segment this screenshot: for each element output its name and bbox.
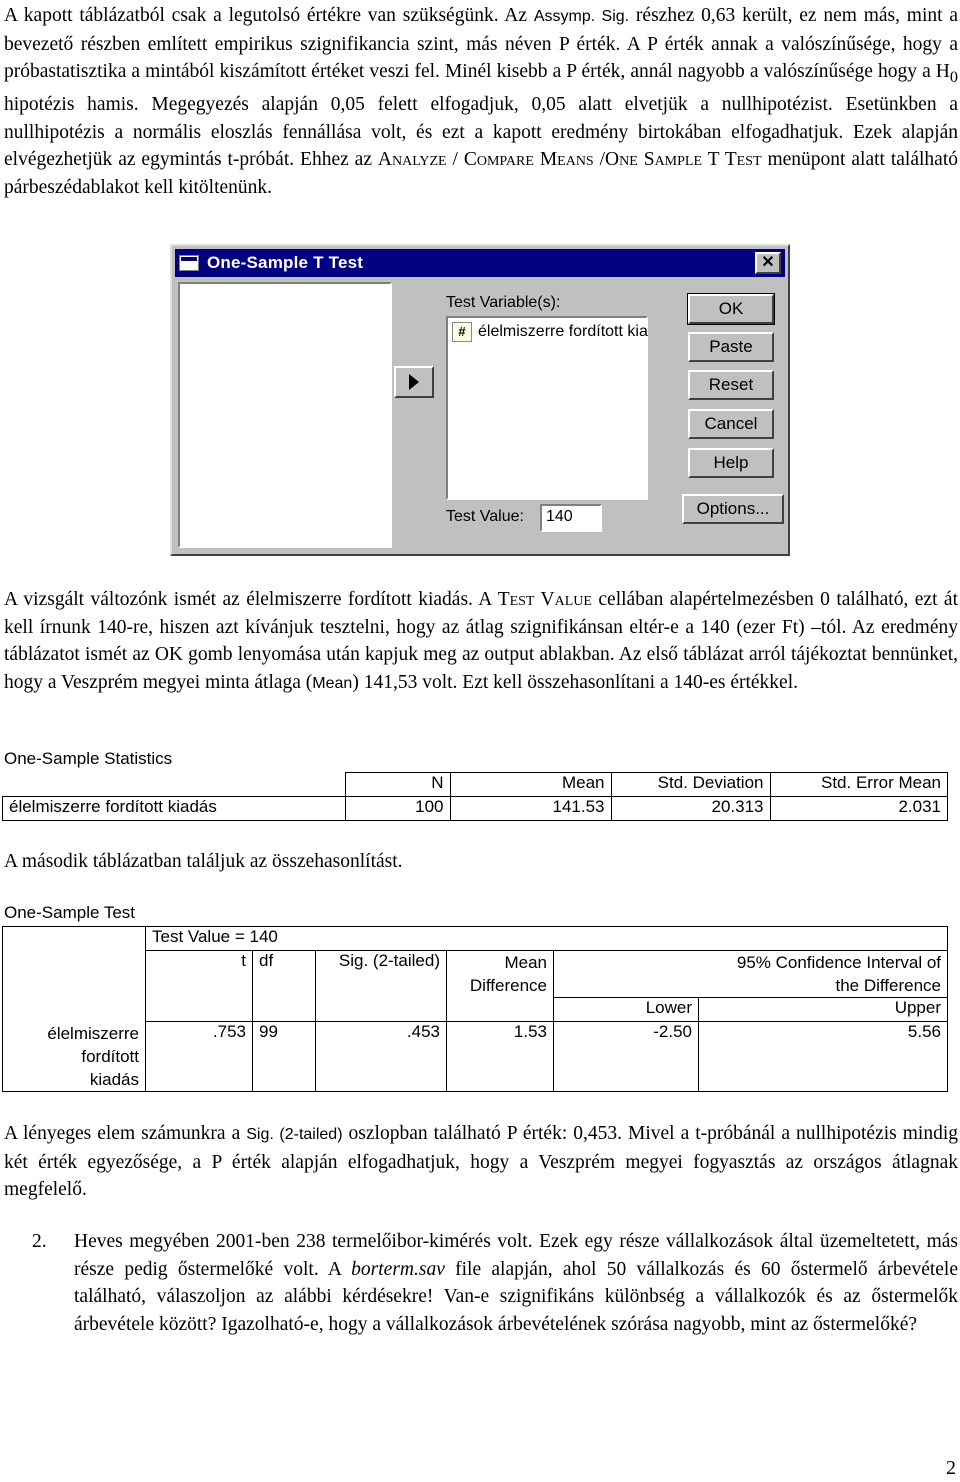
header-text: the Difference	[835, 976, 941, 995]
row-label-text: kiadás	[89, 1069, 139, 1089]
list-item[interactable]	[452, 322, 648, 342]
header-sig: Sig. (2-tailed)	[316, 951, 447, 1022]
cell-sig: .453	[316, 1022, 447, 1092]
mean-term: Mean	[312, 674, 353, 692]
cell-ci-lower: -2.50	[554, 1022, 699, 1092]
page-number: 2	[946, 1457, 956, 1479]
close-icon: ✕	[761, 254, 775, 271]
text-segment: file alapján, ahol 50 vállalkozás és 60 őstermelő árbevétele található, válaszoljon az alábbi kérdésekre! Van-e szignifikáns különbség a vállalkozók és az őstermelők árbevétele között? Igazolható-e, hogy a vállalkozások árbevételének szórása nagyobb, mint az őstermelőké?	[74, 1258, 958, 1335]
item-number: 2.	[32, 1231, 47, 1252]
test-value-header: Test Value = 140	[146, 927, 948, 951]
header-n: N	[345, 773, 450, 797]
test-value-term: Test Value	[497, 589, 592, 610]
text-segment: A vizsgált változónk ismét az élelmiszerre fordított kiadás. A	[4, 589, 498, 610]
help-button[interactable]: Help	[688, 448, 774, 478]
header-upper: Upper	[699, 998, 948, 1022]
header-t: t	[146, 951, 253, 1022]
one-sample-test-table	[2, 926, 948, 1092]
explanation-paragraph	[4, 586, 958, 697]
test-value-input[interactable]	[540, 504, 602, 532]
cell-t: .753	[146, 1022, 253, 1092]
ci-header	[554, 951, 948, 998]
comparison-intro: A második táblázatban találjuk az összehasonlítást.	[4, 851, 403, 872]
text-segment: oszlopban található P érték: 0,453. Mivel a t-próbánál a nullhipotézis mindig két érték egyezősége, a P érték alapján elfogadhatjuk, hogy a Veszprém megyei fogyasztás az országos átlagnak megfelelő.	[4, 1123, 958, 1200]
dialog-title: One-Sample T Test	[207, 253, 364, 272]
cell-std-error-mean: 2.031	[770, 797, 948, 821]
file-name: borterm.sav	[351, 1258, 445, 1280]
empty-corner-cell	[3, 927, 146, 951]
test-variables-list[interactable]	[446, 316, 648, 500]
text-segment: menüpont alatt található párbeszédablakot kell kitöltenünk.	[4, 149, 958, 198]
menu-path: Analyze / Compare Means /One Sample T Test	[377, 149, 762, 171]
test-value-text: 140	[546, 508, 573, 525]
row-label-text: élelmiszerre	[47, 1023, 139, 1043]
header-std-error-mean: Std. Error Mean	[770, 773, 948, 797]
text-segment: cellában alapértelmezésben 0 található, ezt át kell írnunk 140-re, hiszen azt kívánjuk tesztelni, hogy az átlag szignifikánsan eltér-e a 140 (ezer Ft) –tól. Az eredmény táblázatot ismét az OK gomb lenyomása után kapjuk meg az output ablakban. Az első táblázat arról tájékoztat bennünket, hogy a Veszprém megyei minta átlaga (	[4, 589, 958, 693]
table-header-row	[3, 927, 948, 951]
ok-button[interactable]: OK	[688, 294, 774, 324]
text-segment: ) 141,53 volt. Ezt kell összehasonlítani a 140-es értékkel.	[352, 671, 799, 693]
empty-cell	[3, 951, 146, 1022]
statistics-table-caption: One-Sample Statistics	[4, 749, 173, 768]
dialog-titlebar[interactable]	[175, 249, 785, 277]
header-text: 95% Confidence Interval of	[736, 953, 941, 972]
item-text	[74, 1228, 958, 1338]
right-arrow-icon	[409, 374, 419, 390]
table-header-row	[3, 951, 948, 998]
options-button[interactable]: Options...	[682, 494, 784, 524]
variable-label: élelmiszerre fordított kia	[478, 323, 648, 340]
text-segment: A kapott táblázatból csak a legutolsó értékre van szükségünk. Az	[4, 5, 534, 26]
subscript-zero: 0	[949, 67, 958, 86]
move-variable-button[interactable]	[394, 366, 434, 398]
cell-n: 100	[345, 797, 450, 821]
test-variables-label: Test Variable(s):	[446, 294, 561, 311]
text-segment: A lényeges elem számunkra a	[4, 1123, 247, 1144]
assymp-sig-term: Assymp. Sig.	[533, 8, 630, 25]
test-value-label: Test Value:	[446, 508, 524, 525]
text-segment: részhez 0,63 került, ez nem más, mint a bevezető részben említett empirikus szignifikancia szint, más néven P érték. A P érték annak a valószínűsége, hogy a próbastatisztika a mintából kiszámított értéket veszi fel. Minél kisebb a P érték, annál nagyobb a valószínűsége hogy a H	[4, 5, 959, 82]
table-row	[3, 1022, 948, 1092]
text-segment: Heves megyében 2001-ben 238 termelőibor-kimérés volt. Ezek egy része vállalkozások által üzemeltetett, más része pedig őstermelőké volt. A	[74, 1231, 958, 1280]
cell-std-deviation: 20.313	[611, 797, 770, 821]
one-sample-statistics-table	[2, 772, 948, 821]
numeric-variable-icon: #	[452, 322, 472, 342]
header-df: df	[253, 951, 316, 1022]
empty-corner-cell	[3, 773, 346, 797]
cell-mean-difference: 1.53	[447, 1022, 554, 1092]
cell-mean: 141.53	[450, 797, 611, 821]
intro-paragraph	[4, 2, 958, 201]
table-row	[3, 797, 948, 821]
text-segment: hipotézis hamis. Megegyezés alapján 0,05 felett elfogadjuk, 0,05 alatt elvetjük a nullhipotézist. Esetünkben a nullhipotézis a normális eloszlás fennállása volt, és ezt a kapott eredmény birtokában elfogadhatjuk. Ezek alapján elvégezhetjük az egymintás t-próbát. Ehhez az	[4, 94, 958, 171]
header-mean-difference	[447, 951, 554, 1022]
window-icon	[179, 255, 199, 271]
row-label-text: fordított	[81, 1046, 139, 1066]
header-text: Mean	[504, 953, 547, 972]
one-sample-t-test-dialog	[170, 244, 790, 556]
cell-df: 99	[253, 1022, 316, 1092]
header-text: Difference	[469, 976, 547, 995]
header-lower: Lower	[554, 998, 699, 1022]
reset-button[interactable]: Reset	[688, 370, 774, 400]
test-table-caption: One-Sample Test	[4, 903, 136, 922]
header-mean: Mean	[450, 773, 611, 797]
close-button[interactable]	[755, 252, 781, 274]
header-std-deviation: Std. Deviation	[611, 773, 770, 797]
cell-ci-upper: 5.56	[699, 1022, 948, 1092]
sig-term: Sig. (2-tailed)	[246, 1126, 343, 1143]
table-header-row	[3, 773, 948, 797]
row-label: élelmiszerre fordított kiadás	[3, 797, 346, 821]
cancel-button[interactable]: Cancel	[688, 409, 774, 439]
conclusion-paragraph	[4, 1120, 958, 1204]
row-label	[3, 1022, 146, 1092]
paste-button[interactable]: Paste	[688, 332, 774, 362]
source-variable-list[interactable]	[178, 282, 392, 548]
